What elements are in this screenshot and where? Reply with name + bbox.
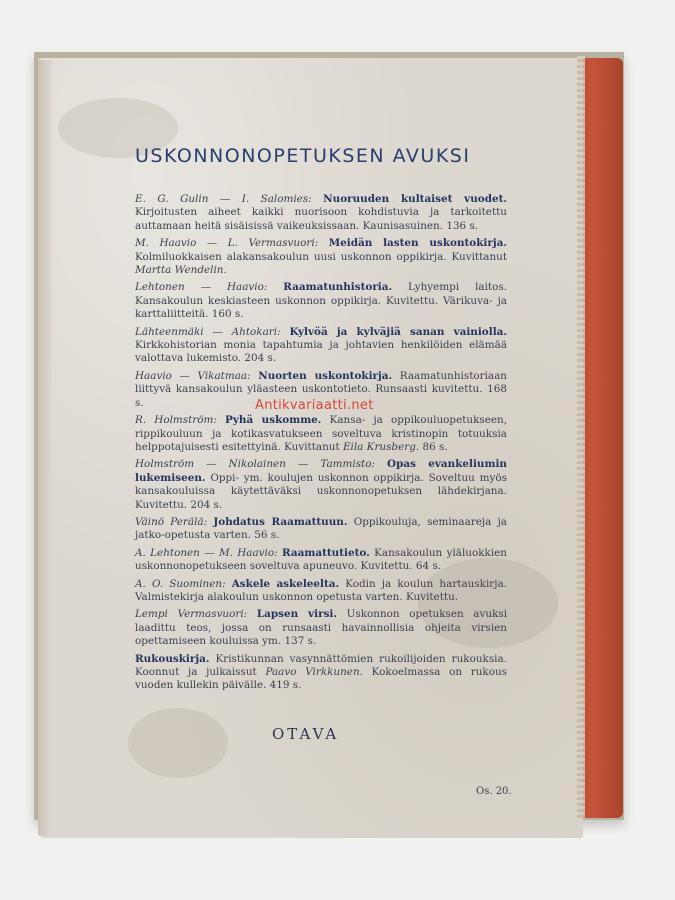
cover-heading: USKONNONOPETUKSEN AVUKSI	[135, 145, 471, 167]
publisher-name: OTAVA	[272, 725, 340, 743]
book-entry	[135, 193, 507, 233]
entry-author: Lehtonen — Haavio:	[135, 281, 268, 294]
entry-title: Opas evankeliumin lukemiseen.	[135, 458, 507, 484]
entry-description: Oppi- ym. koulujen uskonnon oppikirja. Soveltuu myös kansakouluissa käytettäväksi uskonnonopetuksen lähdekirjana. Kuvitettu. 204 s.	[135, 471, 507, 511]
entry-description-end: 86 s.	[422, 440, 448, 453]
entry-title: Lapsen virsi.	[256, 608, 337, 621]
entry-description: Lyhyempi laitos. Kansakoulun keskiasteen uskonnon oppikirja. Kuvitettu. Värikuva- ja karttaliitteitä. 160 s.	[135, 281, 507, 321]
entry-description: Raamatunhistoriaan liittyvä kansakoulun yläasteen uskontotieto. Runsaasti kuvitettu. 168 s.	[135, 369, 507, 409]
entry-title: Meidän lasten uskontokirja.	[328, 237, 507, 250]
entry-description: Kirjoitusten aiheet kaikki nuorisoon kohdistuvia ja tarkoitettu auttamaan heitä sisäisissä vaikeuksissaan. Kaunisasuinen. 136 s.	[135, 206, 507, 232]
entry-author: Väinö Perälä:	[135, 515, 208, 528]
cover-left-edge	[38, 60, 52, 835]
book-entry	[135, 608, 507, 648]
entry-title: Kylvöä ja kylväjiä sanan vainiolla.	[289, 325, 507, 338]
entry-illustrator: Paavo Virkkunen.	[265, 666, 363, 678]
book-entry	[135, 237, 507, 277]
entry-author: M. Haavio — L. Vermasvuori:	[135, 237, 319, 250]
entry-title: Raamattutieto.	[282, 546, 370, 559]
entry-description-end: Kokoelmassa on rukous vuoden kullekin päivälle. 419 s.	[135, 666, 507, 692]
entry-description: Kirkkohistorian monia tapahtumia ja johtavien henkilöiden elämää valottava lukemisto. 204 s.	[135, 339, 507, 365]
book-entry	[135, 653, 507, 693]
entry-title: Nuorten uskontokirja.	[258, 369, 393, 382]
book-entry	[135, 516, 507, 543]
book-entry	[135, 458, 507, 512]
book-list	[135, 193, 507, 697]
entry-illustrator: Eila Krusberg.	[342, 440, 420, 453]
entry-author: A. O. Suominen:	[135, 577, 226, 590]
book-entry	[135, 547, 507, 574]
book-entry	[135, 326, 507, 366]
watermark: Antikvariaatti.net	[255, 398, 374, 413]
entry-author: Lähteenmäki — Ahtokari:	[135, 325, 281, 338]
entry-author: Haavio — Vikatmaa:	[135, 369, 251, 382]
entry-title: Nuoruuden kultaiset vuodet.	[323, 193, 507, 205]
entry-title: Rukouskirja.	[135, 652, 210, 665]
book-entry	[135, 414, 507, 454]
entry-author: Lempi Vermasvuori:	[135, 608, 248, 621]
entry-author: Holmström — Nikolainen — Tammisto:	[135, 458, 375, 471]
entry-author: E. G. Gulin — I. Salomies:	[135, 193, 312, 205]
spine-edge	[577, 56, 585, 818]
entry-title: Pyhä uskomme.	[225, 414, 322, 427]
entry-description: Oppikouluja, seminaareja ja jatko-opetusta varten. 56 s.	[135, 515, 508, 542]
book-entry	[135, 281, 507, 321]
entry-description: Kodin ja koulun hartauskirja. Valmistekirja alakoulun uskonnon opetusta varten. Kuvitettu.	[135, 577, 507, 603]
entry-description: Kristikunnan vasynnättömien rukoilijoiden rukouksia. Koonnut ja julkaissut	[135, 652, 507, 678]
entry-illustrator: Martta Wendelin.	[135, 264, 227, 277]
price-label: Os. 20.	[476, 786, 512, 797]
entry-title: Johdatus Raamattuun.	[213, 515, 348, 528]
book-entry	[135, 578, 507, 605]
entry-description: Kolmiluokkaisen alakansakoulun uusi uskonnon oppikirja. Kuvittanut	[135, 250, 507, 263]
entry-description: Kansakoulun yläluokkien uskonnonopetukseen soveltuva apuneuvo. Kuvitettu. 64 s.	[135, 546, 507, 573]
entry-author: A. Lehtonen — M. Haavio:	[135, 546, 278, 559]
entry-author: R. Holmström:	[135, 414, 217, 427]
entry-description: Uskonnon opetuksen avuksi laadittu teos, jossa on runsaasti havainnollisia ohjeita virsien opettamiseen kouluissa ym. 137 s.	[135, 608, 508, 648]
entry-description: Kansa- ja oppikouluopetukseen, rippikouluun ja kotikasvatukseen soveltuva kristinopin totuuksia helppotajuisesti esitettyinä. Kuvittanut	[135, 414, 508, 453]
entry-title: Raamatunhistoria.	[283, 281, 393, 294]
entry-title: Askele askeleelta.	[231, 577, 340, 590]
